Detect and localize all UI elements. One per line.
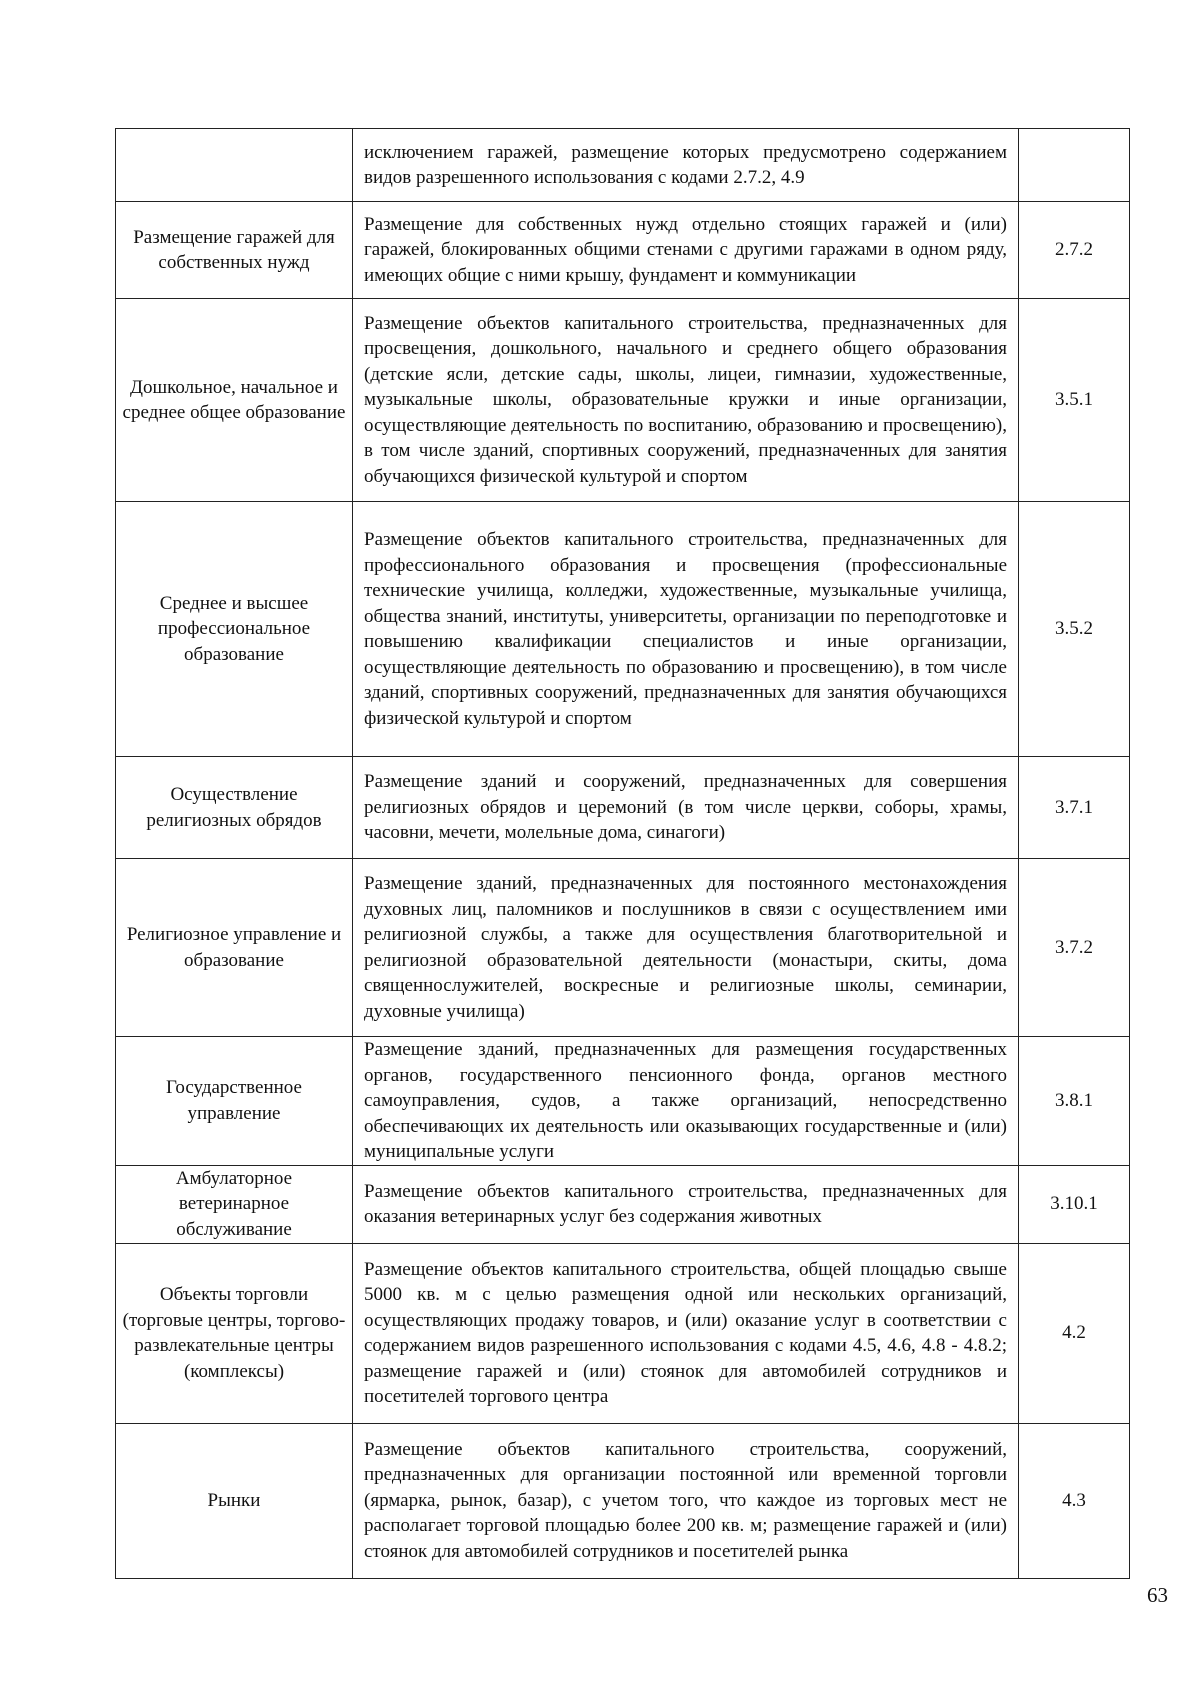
table-row xyxy=(116,757,1130,859)
use-description-cell: Размещение зданий, предназначенных для размещения государственных органов, государственного пенсионного фонда, органов местного самоуправления, судов, а также организаций, непосредственно обеспечивающих их деятельность или оказывающих государственные и (или) муниципальные услуги xyxy=(353,1037,1019,1166)
use-code-cell xyxy=(1019,129,1130,202)
table-row xyxy=(116,1423,1130,1578)
table-row xyxy=(116,1243,1130,1423)
use-description-cell: Размещение зданий и сооружений, предназначенных для совершения религиозных обрядов и церемоний (в том числе церкви, соборы, храмы, часовни, мечети, молельные дома, синагоги) xyxy=(353,757,1019,859)
use-name-cell: Религиозное управление и образование xyxy=(116,859,353,1037)
use-description-cell: Размещение объектов капитального строительства, сооружений, предназначенных для организации постоянной или временной торговли (ярмарка, рынок, базар), с учетом того, что каждое из торговых мест не располагает торговой площадью более 200 кв. м; размещение гаражей и (или) стоянок для автомобилей сотрудников и посетителей рынка xyxy=(353,1423,1019,1578)
use-code-cell: 3.8.1 xyxy=(1019,1037,1130,1166)
table-row xyxy=(116,299,1130,502)
use-name-cell: Амбулаторное ветеринарное обслуживание xyxy=(116,1165,353,1243)
use-name-cell: Размещение гаражей для собственных нужд xyxy=(116,202,353,299)
use-name-cell: Осуществление религиозных обрядов xyxy=(116,757,353,859)
use-name-cell: Объекты торговли (торговые центры, торгово-развлекательные центры (комплексы) xyxy=(116,1243,353,1423)
use-description-cell: Размещение объектов капитального строительства, предназначенных для просвещения, дошкольного, начального и среднего общего образования (детские ясли, детские сады, школы, лицеи, гимназии, художественные, музыкальные школы, образовательные кружки и иные организации, осуществляющие деятельность по воспитанию, образованию и просвещению), в том числе зданий, спортивных сооружений, предназначенных для занятия обучающихся физической культурой и спортом xyxy=(353,299,1019,502)
table-row xyxy=(116,1037,1130,1166)
use-code-cell: 3.5.1 xyxy=(1019,299,1130,502)
use-code-cell: 4.2 xyxy=(1019,1243,1130,1423)
use-description-cell: Размещение объектов капитального строительства, предназначенных для оказания ветеринарных услуг без содержания животных xyxy=(353,1165,1019,1243)
use-name-cell: Рынки xyxy=(116,1423,353,1578)
use-name-cell: Среднее и высшее профессиональное образование xyxy=(116,502,353,757)
use-code-cell: 3.7.2 xyxy=(1019,859,1130,1037)
use-name-cell: Государственное управление xyxy=(116,1037,353,1166)
use-description-cell: исключением гаражей, размещение которых предусмотрено содержанием видов разрешенного использования с кодами 2.7.2, 4.9 xyxy=(353,129,1019,202)
use-code-cell: 4.3 xyxy=(1019,1423,1130,1578)
land-use-table xyxy=(115,128,1130,1579)
table-row xyxy=(116,859,1130,1037)
use-description-cell: Размещение объектов капитального строительства, предназначенных для профессионального образования и просвещения (профессиональные технические училища, колледжи, художественные, музыкальные училища, общества знаний, институты, университеты, организации по переподготовке и повышению квалификации специалистов и иные организации, осуществляющие деятельность по образованию и просвещению), в том числе зданий, спортивных сооружений, предназначенных для занятия обучающихся физической культурой и спортом xyxy=(353,502,1019,757)
use-description-cell: Размещение зданий, предназначенных для постоянного местонахождения духовных лиц, паломников и послушников в связи с осуществлением ими религиозной службы, а также для осуществления благотворительной и религиозной образовательной деятельности (монастыри, скиты, дома священнослужителей, воскресные и религиозные школы, семинарии, духовные училища) xyxy=(353,859,1019,1037)
page-number: 63 xyxy=(1147,1583,1168,1607)
table-row xyxy=(116,202,1130,299)
use-name-cell: Дошкольное, начальное и среднее общее образование xyxy=(116,299,353,502)
table-row xyxy=(116,502,1130,757)
use-code-cell: 3.7.1 xyxy=(1019,757,1130,859)
use-description-cell: Размещение для собственных нужд отдельно стоящих гаражей и (или) гаражей, блокированных общими стенами с другими гаражами в одном ряду, имеющих общие с ними крышу, фундамент и коммуникации xyxy=(353,202,1019,299)
table-row xyxy=(116,1165,1130,1243)
use-code-cell: 2.7.2 xyxy=(1019,202,1130,299)
use-code-cell: 3.10.1 xyxy=(1019,1165,1130,1243)
use-code-cell: 3.5.2 xyxy=(1019,502,1130,757)
table-row xyxy=(116,129,1130,202)
use-description-cell: Размещение объектов капитального строительства, общей площадью свыше 5000 кв. м с целью размещения одной или нескольких организаций, осуществляющих продажу товаров, и (или) оказание услуг в соответствии с содержанием видов разрешенного использования с кодами 4.5, 4.6, 4.8 - 4.8.2; размещение гаражей и (или) стоянок для автомобилей сотрудников и посетителей торгового центра xyxy=(353,1243,1019,1423)
use-name-cell xyxy=(116,129,353,202)
